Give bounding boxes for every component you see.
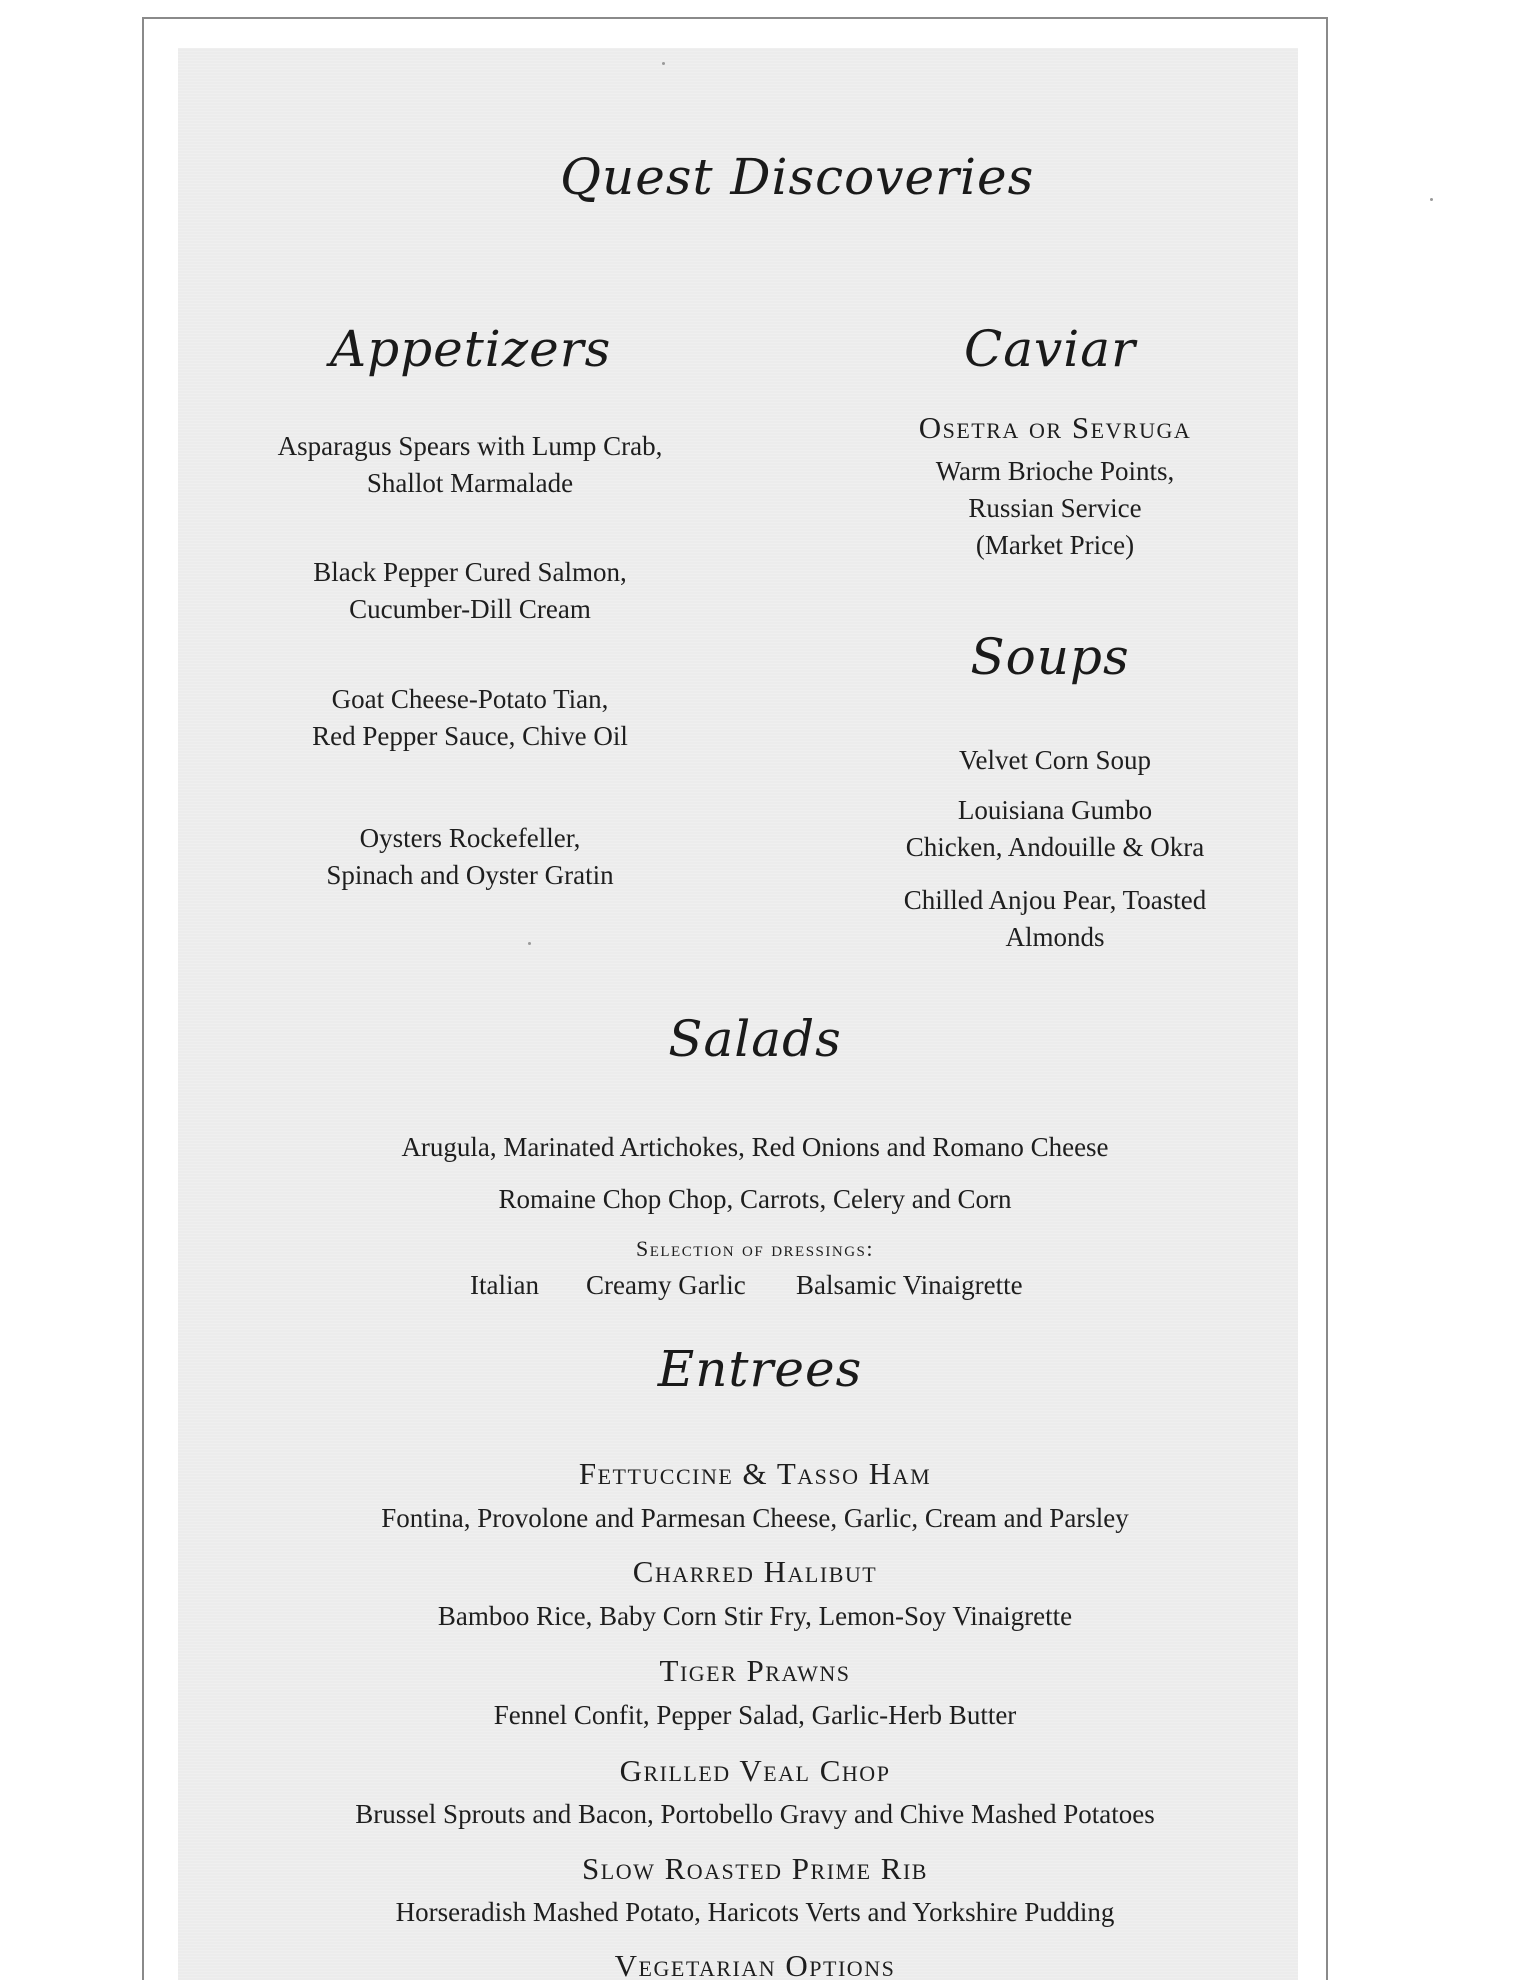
- entree-name: Fettuccine & Tasso Ham: [578, 1456, 932, 1491]
- soup-item: [850, 882, 1260, 956]
- soup-item: [850, 742, 1260, 779]
- appetizer-line: Goat Cheese-Potato Tian,: [331, 684, 609, 714]
- soup-line: Chicken, Andouille & Okra: [905, 832, 1205, 862]
- entree-name: Grilled Veal Chop: [619, 1753, 891, 1788]
- caviar-line: Warm Brioche Points,: [935, 456, 1175, 486]
- caviar-name: Osetra or Sevruga: [918, 410, 1192, 445]
- soup-line: Velvet Corn Soup: [959, 745, 1151, 775]
- dressing-option: Italian: [470, 1270, 539, 1300]
- soup-line: Louisiana Gumbo: [957, 795, 1153, 825]
- appetizer-line: Asparagus Spears with Lump Crab,: [277, 431, 663, 461]
- caviar-heading: Caviar: [963, 320, 1136, 378]
- speck: [662, 62, 665, 65]
- appetizer-line: Oysters Rockefeller,: [359, 823, 581, 853]
- entree-name: Tiger Prawns: [659, 1653, 851, 1688]
- appetizer-line: Cucumber-Dill Cream: [349, 594, 591, 624]
- entree-description: Fontina, Provolone and Parmesan Cheese, Garlic, Cream and Parsley: [381, 1503, 1129, 1533]
- soup-line: Almonds: [1005, 922, 1105, 952]
- soup-item: [850, 792, 1260, 866]
- appetizer-item: [220, 554, 720, 628]
- dressing-option: Creamy Garlic: [586, 1270, 746, 1300]
- entree-name: Charred Halibut: [632, 1554, 878, 1589]
- dressing-option: Balsamic Vinaigrette: [796, 1270, 1023, 1300]
- menu-title: Quest Discoveries: [560, 148, 1035, 206]
- appetizers-heading: Appetizers: [330, 320, 612, 378]
- entree-name: Slow Roasted Prime Rib: [582, 1851, 928, 1886]
- dressings-label: Selection of dressings:: [635, 1236, 875, 1261]
- salad-item: Romaine Chop Chop, Carrots, Celery and Corn: [498, 1184, 1012, 1214]
- appetizer-line: Shallot Marmalade: [366, 468, 574, 498]
- caviar-details: [850, 453, 1260, 564]
- soup-line: Chilled Anjou Pear, Toasted: [903, 885, 1207, 915]
- speck: [528, 942, 531, 945]
- appetizer-item: [220, 428, 720, 502]
- salad-item: Arugula, Marinated Artichokes, Red Onions and Romano Cheese: [401, 1132, 1109, 1162]
- caviar-line: (Market Price): [975, 530, 1135, 560]
- appetizer-item: [220, 820, 720, 894]
- entree-description: Bamboo Rice, Baby Corn Stir Fry, Lemon-Soy Vinaigrette: [437, 1601, 1073, 1631]
- salads-heading: Salads: [668, 1010, 842, 1068]
- speck: [1430, 198, 1433, 201]
- entree-description: Horseradish Mashed Potato, Haricots Verts and Yorkshire Pudding: [395, 1897, 1115, 1927]
- soups-heading: Soups: [970, 628, 1130, 686]
- entrees-heading: Entrees: [657, 1340, 863, 1398]
- appetizer-line: Black Pepper Cured Salmon,: [313, 557, 627, 587]
- entree-description: Brussel Sprouts and Bacon, Portobello Gravy and Chive Mashed Potatoes: [355, 1799, 1155, 1829]
- appetizer-line: Red Pepper Sauce, Chive Oil: [312, 721, 628, 751]
- entree-name: Vegetarian Options: [614, 1948, 896, 1980]
- caviar-line: Russian Service: [968, 493, 1142, 523]
- appetizer-item: [220, 681, 720, 755]
- entree-description: Fennel Confit, Pepper Salad, Garlic-Herb Butter: [493, 1700, 1017, 1730]
- appetizer-line: Spinach and Oyster Gratin: [326, 860, 614, 890]
